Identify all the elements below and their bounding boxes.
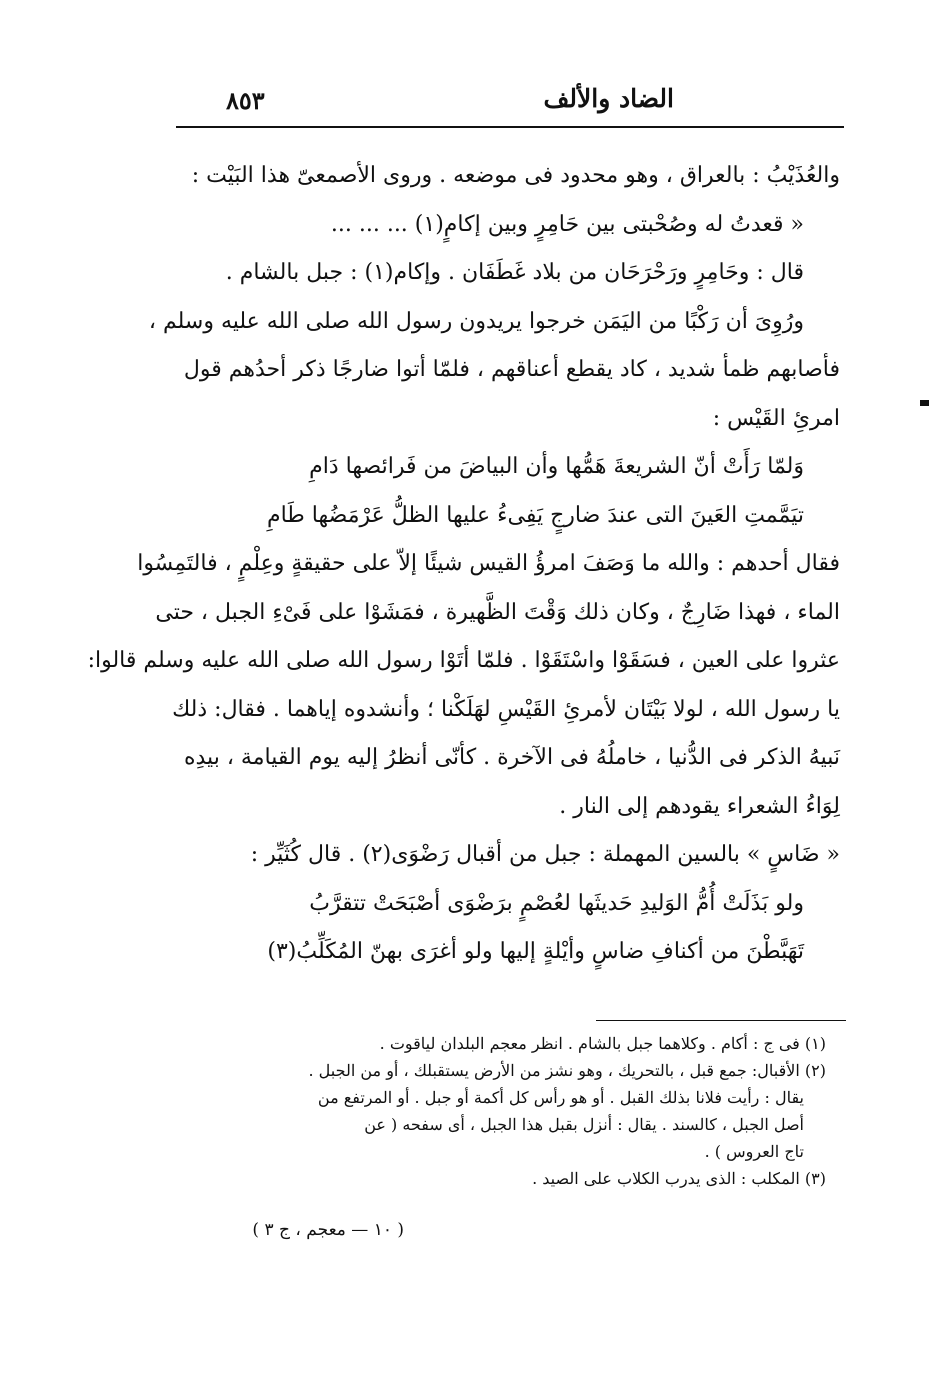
footnote: (١) فى ج : أكام . وكلاهما جبل بالشام . انظر معجم البلدان لياقوت . <box>379 1034 826 1053</box>
text-line: عثروا على العين ، فسَقَوْا واسْتَقَوْا . فلمّا أتَوْا رسول الله صلى الله عليه وسلم قالوا: <box>87 648 840 673</box>
text-line: يا رسول الله ، لولا بَيْتَان لأمرئِ القَيْسِ لهَلَكْنا ؛ وأنشدوه إياهما . فقال: ذلك <box>172 696 840 722</box>
text-line: نَبيهُ الذكر فى الدُّنيا ، خاملُهُ فى الآخرة . كأنّى أنظرُ إليه يوم القيامة ، بيدِه <box>183 745 840 770</box>
text-line: فأصابهم ظمأ شديد ، كاد يقطع أعناقهم ، فلمّا أتوا ضارجًا ذكر أحدُهم قول <box>183 357 840 382</box>
running-title: الضاد والألف <box>543 84 674 113</box>
footnote-continuation: أصل الجبل ، كالسند . يقال : أنزل بقبل هذا الجبل ، أى سفحه ( عن <box>364 1115 804 1134</box>
footnote-rule <box>596 1020 846 1021</box>
footnotes <box>186 1030 826 1192</box>
page-number: ٨٥٣ <box>226 86 265 115</box>
main-text <box>87 152 840 977</box>
signature-mark: ( ١٠ — معجم ، ج ٣ ) <box>252 1220 404 1240</box>
text-line: قال : وحَامِرٍ ورَحْرَحَان من بلاد غَطَفَان . وإكام(١) : جبل بالشام . <box>225 260 804 285</box>
entry-line: « ضَاسٍ » بالسين المهملة : جبل من أقبال رَضْوَى(٢) . قال كُثَيِّر : <box>250 842 840 867</box>
verse-line: تَهَبَّطْنَ من أكنافِ ضاسٍ وأيْلةٍ إليها ولو أغرَى بهنّ المُكَلِّبُ(٣) <box>267 939 804 964</box>
footnote-continuation: تاج العروس ) . <box>704 1142 804 1161</box>
text-line: لِوَاءُ الشعراء يقودهم إلى النار . <box>559 793 840 819</box>
verse-line: ولو بَذَلَتْ أُمُّ الوَليدِ حَديثَها لعُصْمٍ برَضْوَى أصْبَحَتْ تتقرَّبُ <box>309 890 804 916</box>
margin-mark <box>920 400 929 406</box>
footnote: (٣) المكلب : الذى يدرب الكلاب على الصيد . <box>532 1169 826 1188</box>
verse-line: وَلمّا رَأَتْ أنّ الشريعةَ هَمُّها وأن البياضَ من فَرائصها دَامِ <box>309 454 804 479</box>
verse-line: « قعدتُ له وصُحْبتى بين حَامِرٍ وبين إكامٍ(١) ... ... ... <box>330 211 804 237</box>
text-line: الماء ، فهذا ضَارِجٌ ، وكان ذلك وَقْتَ الظَّهيرة ، فمَشَوْا على فَىْءِ الجبل ، حتى <box>155 599 840 625</box>
text-line: والعُذَيْبُ : بالعراق ، وهو محدود فى موضعه . وروى الأصمعىّ هذا البَيْت : <box>191 163 840 188</box>
text-line: ورُوِىَ أن رَكْبًا من اليَمَن خرجوا يريدون رسول الله صلى الله عليه وسلم ، <box>148 308 804 334</box>
footnote-continuation: يقال : رأيت فلانا بذلك القبل . أو هو رأس كل أكمة أو جبل . أو المرتفع من <box>317 1088 804 1107</box>
text-line: امرئِ القَيْس : <box>712 405 840 431</box>
footnote: (٢) الأقبال: جمع قبل ، بالتحريك ، وهو نشز من الأرض يستقبلك ، أو من الجبل . <box>308 1061 826 1080</box>
text-line: فقال أحدهم : والله ما وَصَفَ امرؤُ القيس شيئًا إلاّ على حقيقةٍ وعِلْمٍ ، فالتَمِسُوا <box>137 551 840 576</box>
verse-line: تيَمَّمتِ العَينَ التى عندَ ضارجٍ يَفِىءُ عليها الظلُّ عَرْمَضُها طَامِ <box>266 502 804 528</box>
header-rule <box>176 126 844 128</box>
page-header <box>176 80 844 124</box>
